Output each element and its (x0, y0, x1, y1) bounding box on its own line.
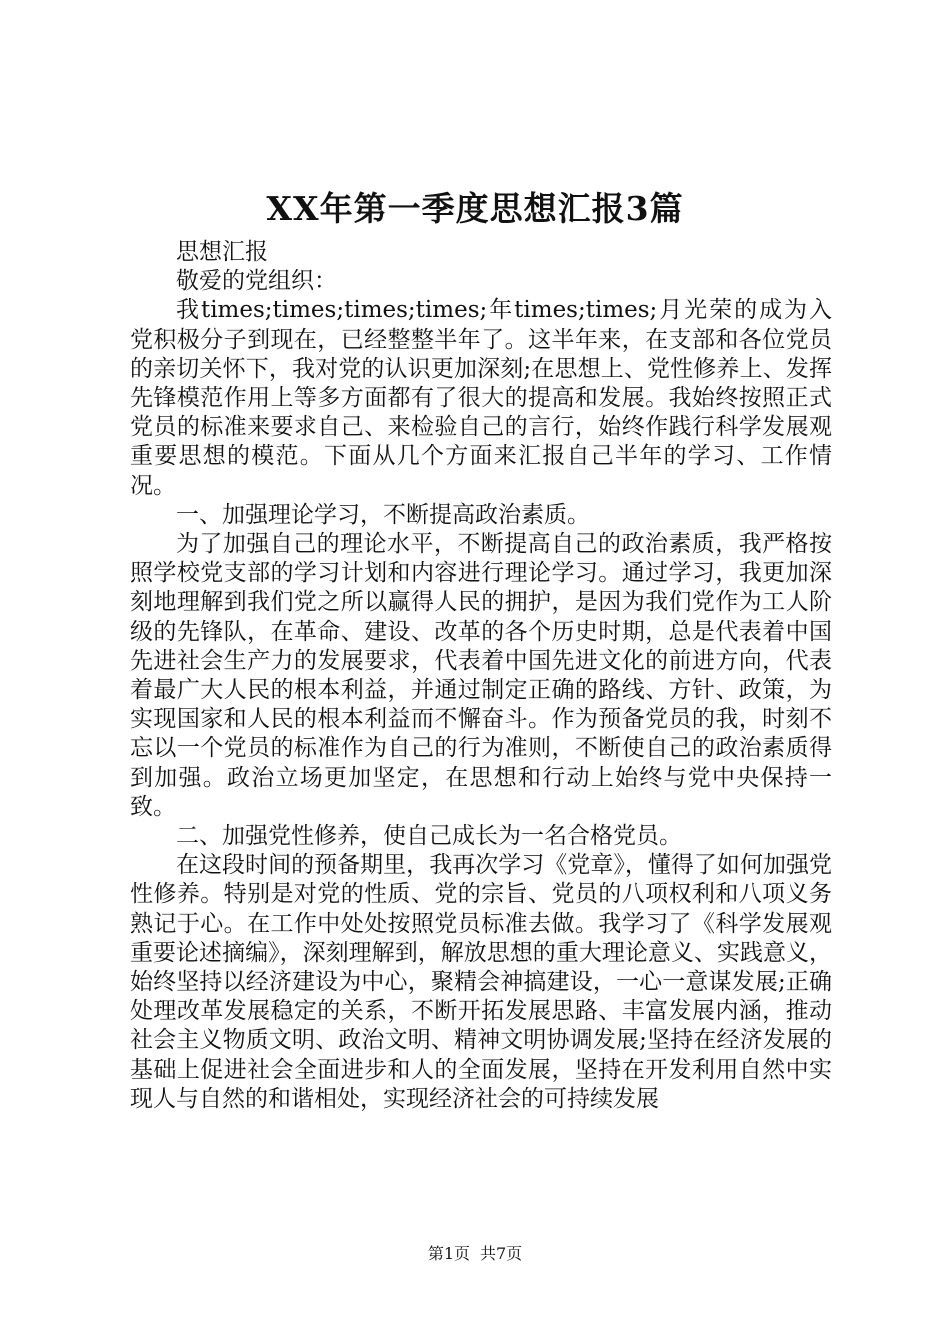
paragraph-salutation: 敬爱的党组织： (176, 268, 337, 295)
page-footer (0, 1244, 950, 1264)
page-number: 第1页 (427, 1244, 470, 1263)
paragraph-section-1: 为了加强自己的理论水平，不断提高自己的政治素质，我严格按照学校党支部的学习计划和内容进行理论学习。通过学习，我更加深刻地理解到我们党之所以赢得人民的拥护，是因为我们党作为工人阶级的先锋队，在革命、建设、改革的各个历史时期，总是代表着中国先进社会生产力的发展要求，代表着中国先进文化的前进方向，代表着最广大人民的根本利益，并通过制定正确的路线、方针、政策，为实现国家和人民的根本利益而不懈奋斗。作为预备党员的我，时刻不忘以一个党员的标准作为自己的行为准则，不断使自己的政治素质得到加强。政治立场更加坚定，在思想和行动上始终与党中央保持一致。 (130, 531, 832, 820)
document-body (130, 238, 832, 1114)
section-heading-1: 一、加强理论学习，不断提高政治素质。 (176, 501, 590, 528)
section-heading-2: 二、加强党性修养，使自己成长为一名合格党员。 (176, 823, 682, 850)
paragraph-section-2: 在这段时间的预备期里，我再次学习《党章》，懂得了如何加强党性修养。特别是对党的性质、党的宗旨、党员的八项权利和八项义务熟记于心。在工作中处处按照党员标准去做。我学习了《科学发展观重要论述摘编》，深刻理解到，解放思想的重大理论意义、实践意义，始终坚持以经济建设为中心，聚精会神搞建设，一心一意谋发展;正确处理改革发展稳定的关系，不断开拓发展思路、丰富发展内涵，推动社会主义物质文明、政治文明、精神文明协调发展;坚持在经济发展的基础上促进社会全面进步和人的全面发展，坚持在开发利用自然中实现人与自然的和谐相处，实现经济社会的可持续发展 (130, 852, 832, 1112)
page-total: 共7页 (480, 1244, 523, 1263)
document-title: XX年第一季度思想汇报3篇 (266, 189, 684, 228)
paragraph-intro: 我times;times;times;times;年times;times;月光荣的成为入党积极分子到现在，已经整整半年了。这半年来，在支部和各位党员的亲切关怀下，我对党的认识更加深刻;在思想上、党性修养上、发挥先锋模范作用上等多方面都有了很大的提高和发展。我始终按照正式党员的标准来要求自己、来检验自己的言行，始终作践行科学发展观重要思想的模范。下面从几个方面来汇报自己半年的学习、工作情况。 (130, 297, 832, 499)
paragraph-heading: 思想汇报 (176, 239, 268, 265)
